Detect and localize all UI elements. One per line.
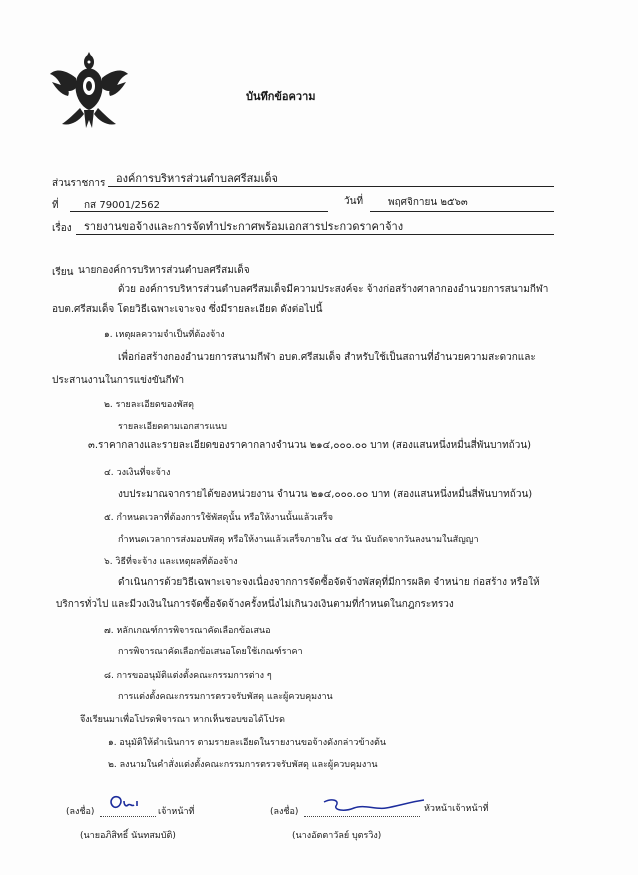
right-signature-mark bbox=[320, 796, 430, 816]
intro-line-2: อบต.ศรีสมเด็จ โดยวิธีเฉพาะเจาะจง ซึ่งมีรายละเอียด ดังต่อไปนี้ bbox=[52, 304, 323, 315]
approve-item-1: ๑. อนุมัติให้ดำเนินการ ตามรายละเอียดในรายงานขอจ้างดังกล่าวข้างต้น bbox=[108, 738, 387, 748]
date-value: พฤศจิกายน ๒๕๖๓ bbox=[388, 197, 468, 208]
item7-text: การพิจารณาคัดเลือกข้อเสนอโดยใช้เกณฑ์ราคา bbox=[118, 647, 303, 657]
date-underline bbox=[370, 211, 554, 212]
doc-no-value: กส 79001/2562 bbox=[84, 200, 160, 211]
date-label: วันที่ bbox=[344, 196, 364, 207]
item5-heading: ๕. กำหนดเวลาที่ต้องการใช้พัสดุนั้น หรือให้งานนั้นแล้วเสร็จ bbox=[104, 513, 333, 523]
item5-text: กำหนดเวลาการส่งมอบพัสดุ หรือให้งานแล้วเสร็จภายใน ๔๕ วัน นับถัดจากวันลงนามในสัญญา bbox=[118, 535, 479, 545]
closing-text: จึงเรียนมาเพื่อโปรดพิจารณา หากเห็นชอบขอได้โปรด bbox=[80, 715, 285, 725]
item8-text: การแต่งตั้งคณะกรรมการตรวจรับพัสดุ และผู้ควบคุมงาน bbox=[118, 692, 333, 702]
right-role: หัวหน้าเจ้าหน้าที่ bbox=[424, 804, 489, 814]
subject-underline bbox=[76, 234, 554, 235]
salutation-value: นายกองค์การบริหารส่วนตำบลศรีสมเด็จ bbox=[78, 265, 250, 276]
item2-heading: ๒. รายละเอียดของพัสดุ bbox=[104, 400, 194, 410]
right-name: (นางอัตตาวัลย์ บุตรวิง) bbox=[292, 831, 382, 841]
right-sign-line bbox=[304, 816, 420, 817]
left-signature-mark bbox=[104, 793, 144, 817]
salutation-label: เรียน bbox=[52, 267, 74, 278]
memo-title: บันทึกข้อความ bbox=[246, 90, 316, 103]
intro-line-1: ด้วย องค์การบริหารส่วนตำบลศรีสมเด็จมีความประสงค์จะ จ้างก่อสร้างศาลากองอำนวยการสนามกีฬา bbox=[118, 284, 549, 295]
item6-line-2: บริการทั่วไป และมีวงเงินในการจัดซื้อจัดจ้างครั้งหนึ่งไม่เกินวงเงินตามที่กำหนดในกฎกระทรวง bbox=[56, 599, 454, 610]
right-sign-label: (ลงชื่อ) bbox=[270, 807, 299, 817]
subject-label: เรื่อง bbox=[52, 223, 72, 234]
item4-text: งบประมาณจากรายได้ของหน่วยงาน จำนวน ๒๑๔,๐๐๐.๐๐ บาท (สองแสนหนึ่งหมื่นสี่พันบาทถ้วน) bbox=[118, 489, 533, 500]
item4-heading: ๔. วงเงินที่จะจ้าง bbox=[104, 468, 171, 478]
left-sign-label: (ลงชื่อ) bbox=[66, 807, 95, 817]
item7-heading: ๗. หลักเกณฑ์การพิจารณาคัดเลือกข้อเสนอ bbox=[104, 626, 271, 636]
item1-line-1: เพื่อก่อสร้างกองอำนวยการสนามกีฬา อบต.ศรีสมเด็จ สำหรับใช้เป็นสถานที่อำนวยความสะดวกและ bbox=[118, 352, 536, 363]
item6-heading: ๖. วิธีที่จะจ้าง และเหตุผลที่ต้องจ้าง bbox=[104, 557, 238, 567]
item1-line-2: ประสานงานในการแข่งขันกีฬา bbox=[52, 375, 185, 386]
item6-line-1: ดำเนินการด้วยวิธีเฉพาะเจาะจงเนื่องจากการจัดซื้อจัดจ้างพัสดุที่มีการผลิต จำหน่าย ก่อสร้าง หรือให้ bbox=[118, 577, 540, 588]
garuda-emblem-icon bbox=[48, 48, 130, 130]
department-label: ส่วนราชการ bbox=[52, 178, 106, 189]
approve-item-2: ๒. ลงนามในคำสั่งแต่งตั้งคณะกรรมการตรวจรับพัสดุ และผู้ควบคุมงาน bbox=[108, 760, 378, 770]
item1-heading: ๑. เหตุผลความจำเป็นที่ต้องจ้าง bbox=[104, 330, 225, 340]
item2-text: รายละเอียดตามเอกสารแนบ bbox=[118, 422, 227, 432]
left-role: เจ้าหน้าที่ bbox=[158, 807, 195, 817]
left-name: (นายอภิสิทธิ์ นันทสมบัติ) bbox=[80, 831, 176, 841]
department-value: องค์การบริหารส่วนตำบลศรีสมเด็จ bbox=[116, 172, 278, 185]
item3-text: ๓.ราคากลางและรายละเอียดของราคากลางจำนวน ๒๑๔,๐๐๐.๐๐ บาท (สองแสนหนึ่งหมื่นสี่พันบาทถ้วน) bbox=[88, 440, 532, 451]
item8-heading: ๘. การขออนุมัติแต่งตั้งคณะกรรมการต่าง ๆ bbox=[104, 671, 272, 681]
doc-no-underline bbox=[70, 211, 328, 212]
department-underline bbox=[108, 186, 554, 187]
subject-value: รายงานขอจ้างและการจัดทำประกาศพร้อมเอกสารประกวดราคาจ้าง bbox=[84, 220, 404, 233]
doc-no-label: ที่ bbox=[52, 200, 59, 211]
